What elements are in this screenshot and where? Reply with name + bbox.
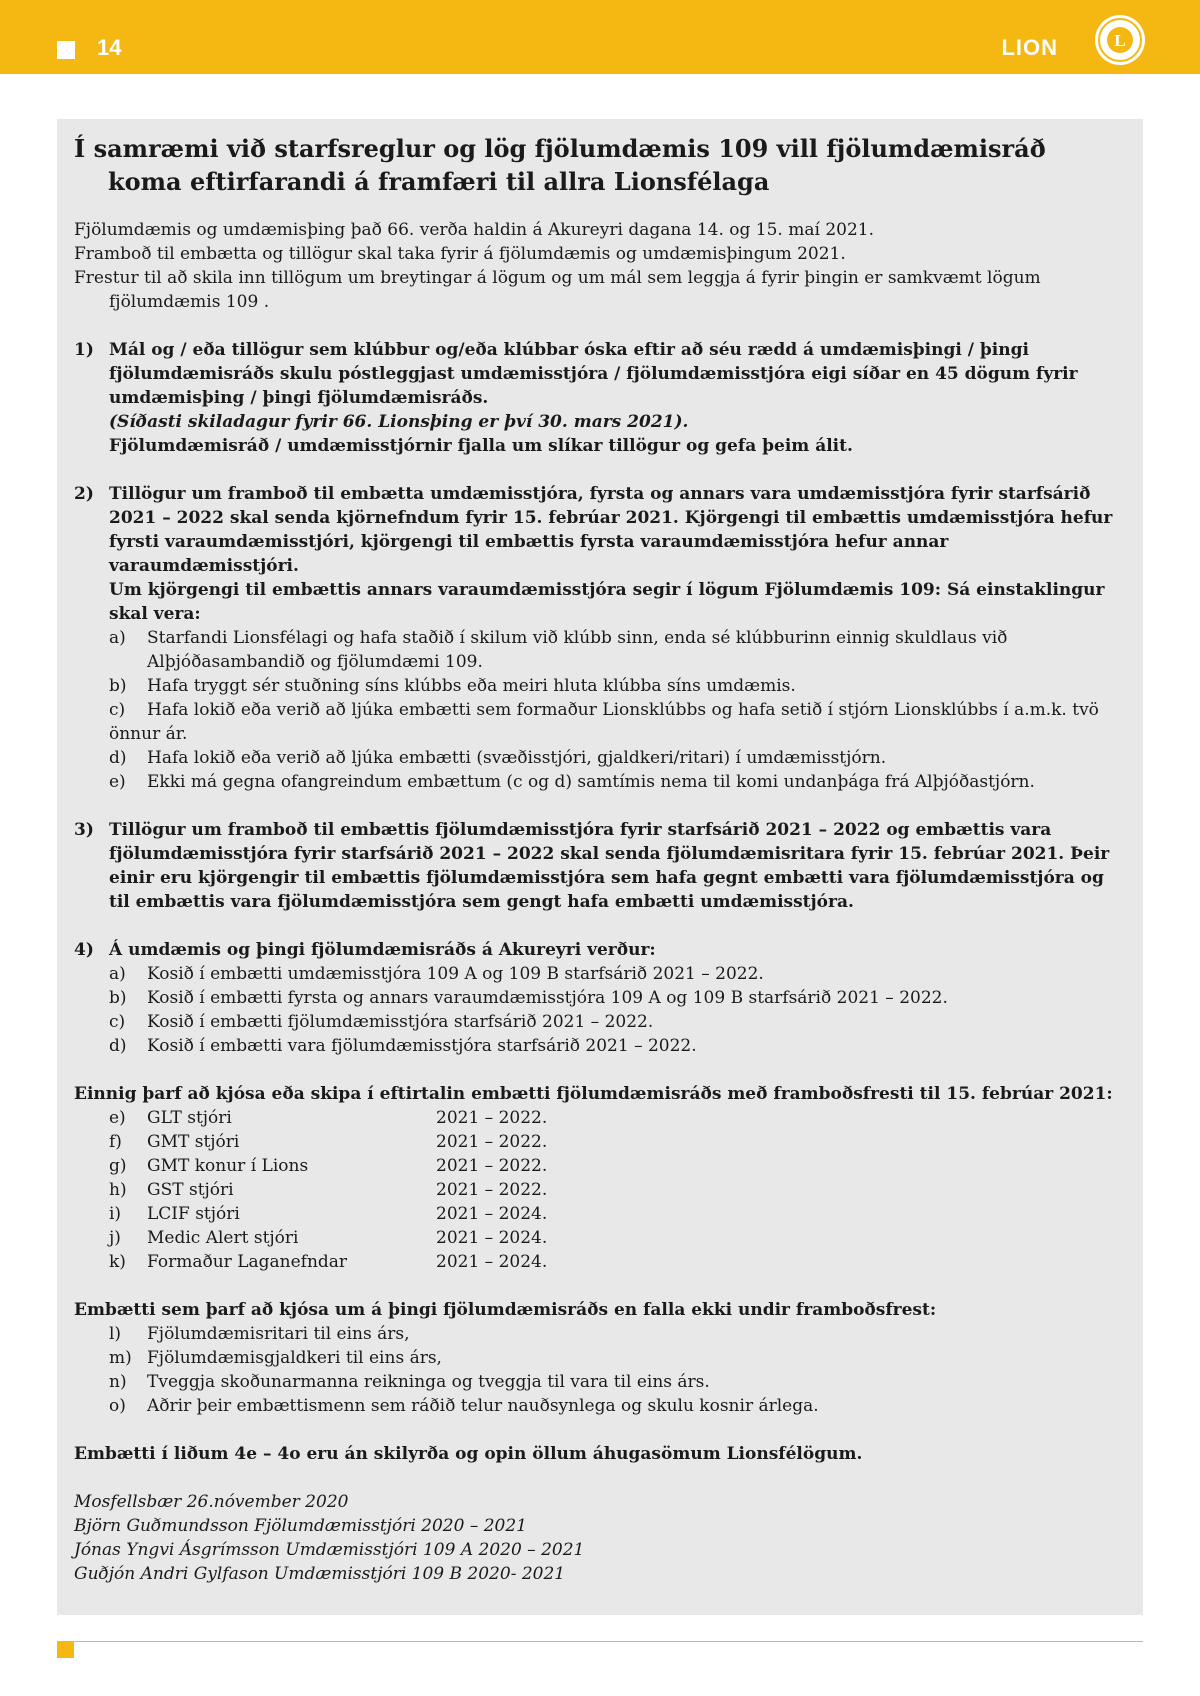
other-list: [74, 1322, 1124, 1418]
role-row: i) LCIF stjóri 2021 – 2024.: [109, 1204, 548, 1224]
intro-line: Fjölumdæmis og umdæmisþing það 66. verða haldin á Akureyri dagana 14. og 15. maí 2021.: [74, 220, 875, 240]
lions-club-logo-icon: [1094, 14, 1146, 66]
section-1: [74, 338, 1124, 458]
list-item: n) Tveggja skoðunarmanna reikninga og tveggja til vara til eins árs.: [109, 1372, 710, 1392]
role-row: j) Medic Alert stjóri 2021 – 2024.: [109, 1228, 548, 1248]
list-item: b) Hafa tryggt sér stuðning síns klúbbs eða meiri hluta klúbba síns umdæmis.: [109, 676, 796, 696]
roles-title: Einnig þarf að kjósa eða skipa í eftirtalin embætti fjölumdæmisráðs með framboðsfresti til 15. febrúar 2021:: [74, 1084, 1113, 1104]
section-number: 1): [74, 340, 94, 360]
other-title: Embætti sem þarf að kjósa um á þingi fjölumdæmisráðs en falla ekki undir framboðsfrest:: [74, 1300, 937, 1320]
signature-line: Mosfellsbær 26.nóvember 2020: [74, 1492, 349, 1512]
list-item: a) Kosið í embætti umdæmisstjóra 109 A og 109 B starfsárið 2021 – 2022.: [109, 964, 764, 984]
header-square-icon: [57, 41, 75, 59]
section-text: Mál og / eða tillögur sem klúbbur og/eða klúbbar óska eftir að séu rædd á umdæmisþingi / þingi fjölumdæmisráðs skulu póstleggjast umdæmisstjóra / fjölumdæmisstjóra eigi síðar en 45 dögum fyrir umdæmisþing / þingi fjölumdæmisráðs.: [109, 340, 1078, 408]
list-item: c) Hafa lokið eða verið að ljúka embætti sem formaður Lionsklúbbs og hafa setið í stjórn Lionsklúbbs í a.m.k. tvö önnur ár.: [109, 700, 1099, 744]
role-row: k) Formaður Laganefndar 2021 – 2024.: [109, 1252, 548, 1272]
role-row: g) GMT konur í Lions 2021 – 2022.: [109, 1156, 548, 1176]
role-row: h) GST stjóri 2021 – 2022.: [109, 1180, 548, 1200]
section-3: [74, 818, 1124, 914]
section-text: Um kjörgengi til embættis annars varaumdæmisstjóra segir í lögum Fjölumdæmis 109: Sá einstaklingur skal vera:: [109, 580, 1105, 624]
list-item: o) Aðrir þeir embættismenn sem ráðið telur nauðsynlega og skulu kosnir árlega.: [109, 1396, 819, 1416]
list-item: e) Ekki má gegna ofangreindum embættum (c og d) samtímis nema til komi undanþága frá Alþjóðastjórn.: [109, 772, 1035, 792]
signature-line: Björn Guðmundsson Fjölumdæmisstjóri 2020 – 2021: [74, 1516, 527, 1536]
section-text: Fjölumdæmisráð / umdæmisstjórnir fjalla um slíkar tillögur og gefa þeim álit.: [109, 436, 853, 456]
list-item: c) Kosið í embætti fjölumdæmisstjóra starfsárið 2021 – 2022.: [109, 1012, 654, 1032]
section-text: Á umdæmis og þingi fjölumdæmisráðs á Akureyri verður:: [109, 940, 656, 960]
section-4: [74, 938, 1124, 1058]
intro-line: Framboð til embætta og tillögur skal taka fyrir á fjölumdæmis og umdæmisþingum 2021.: [74, 244, 846, 264]
signature-line: Guðjón Andri Gylfason Umdæmisstjóri 109 B 2020- 2021: [74, 1564, 566, 1584]
signature-block: [74, 1490, 1124, 1586]
section-number: 4): [74, 940, 94, 960]
article: [74, 132, 1124, 1586]
role-row: f) GMT stjóri 2021 – 2022.: [109, 1132, 548, 1152]
list-item: d) Hafa lokið eða verið að ljúka embætti (svæðisstjóri, gjaldkeri/ritari) í umdæmisstjórn.: [109, 748, 887, 768]
list-item: l) Fjölumdæmisritari til eins árs,: [109, 1324, 410, 1344]
page-number: 14: [97, 35, 122, 60]
signature-line: Jónas Yngvi Ásgrímsson Umdæmisstjóri 109 A 2020 – 2021: [74, 1540, 585, 1560]
section-text: Tillögur um framboð til embætta umdæmisstjóra, fyrsta og annars vara umdæmisstjóra fyrir starfsárið 2021 – 2022 skal senda kjörnefndum fyrir 15. febrúar 2021. Kjörgengi til embættis umdæmisstjóra hefur fyrsti varaumdæmisstjóri, kjörgengi til embættis fyrsta varaumdæmisstjóra hefur annar varaumdæmisstjóri.: [109, 484, 1113, 576]
footer-square-icon: [57, 1641, 74, 1658]
svg-text:L: L: [1114, 31, 1126, 50]
magazine-title: LION: [1001, 35, 1058, 60]
article-heading: Í samræmi við starfsreglur og lög fjölumdæmis 109 vill fjölumdæmisráð koma eftirfarandi á framfæri til allra Lionsfélaga: [74, 134, 1046, 196]
list-item: m) Fjölumdæmisgjaldkeri til eins árs,: [109, 1348, 442, 1368]
list-item: b) Kosið í embætti fyrsta og annars varaumdæmisstjóra 109 A og 109 B starfsárið 2021 – 2022.: [109, 988, 948, 1008]
role-row: e) GLT stjóri 2021 – 2022.: [109, 1108, 548, 1128]
intro-line: Frestur til að skila inn tillögum um breytingar á lögum og um mál sem leggja á fyrir þingin er samkvæmt lögum fjölumdæmis 109 .: [74, 268, 1041, 312]
header-bar: [0, 0, 1200, 74]
section-note: (Síðasti skiladagur fyrir 66. Lionsþing er því 30. mars 2021).: [109, 412, 689, 432]
roles-table: [74, 1106, 1124, 1274]
section-2: [74, 482, 1124, 794]
section-number: 2): [74, 484, 94, 504]
footer-rule: [57, 1641, 1143, 1642]
closing-statement: Embætti í liðum 4e – 4o eru án skilyrða og opin öllum áhugasömum Lionsfélögum.: [74, 1444, 863, 1464]
list-item: a) Starfandi Lionsfélagi og hafa staðið í skilum við klúbb sinn, enda sé klúbburinn einnig skuldlaus við Alþjóðasambandið og fjölumdæmi 109.: [109, 628, 1008, 672]
list-item: d) Kosið í embætti vara fjölumdæmisstjóra starfsárið 2021 – 2022.: [109, 1036, 697, 1056]
section-text: Tillögur um framboð til embættis fjölumdæmisstjóra fyrir starfsárið 2021 – 2022 og embættis vara fjölumdæmisstjóra fyrir starfsárið 2021 – 2022 skal senda fjölumdæmisritara fyrir 15. febrúar 2021. Þeir einir eru kjörgengir til embættis fjölumdæmisstjóra sem hafa gegnt embætti vara fjölumdæmisstjóra og til embættis vara fjölumdæmisstjóra sem gengt hafa embætti umdæmisstjóra.: [109, 820, 1110, 912]
section-number: 3): [74, 820, 94, 840]
